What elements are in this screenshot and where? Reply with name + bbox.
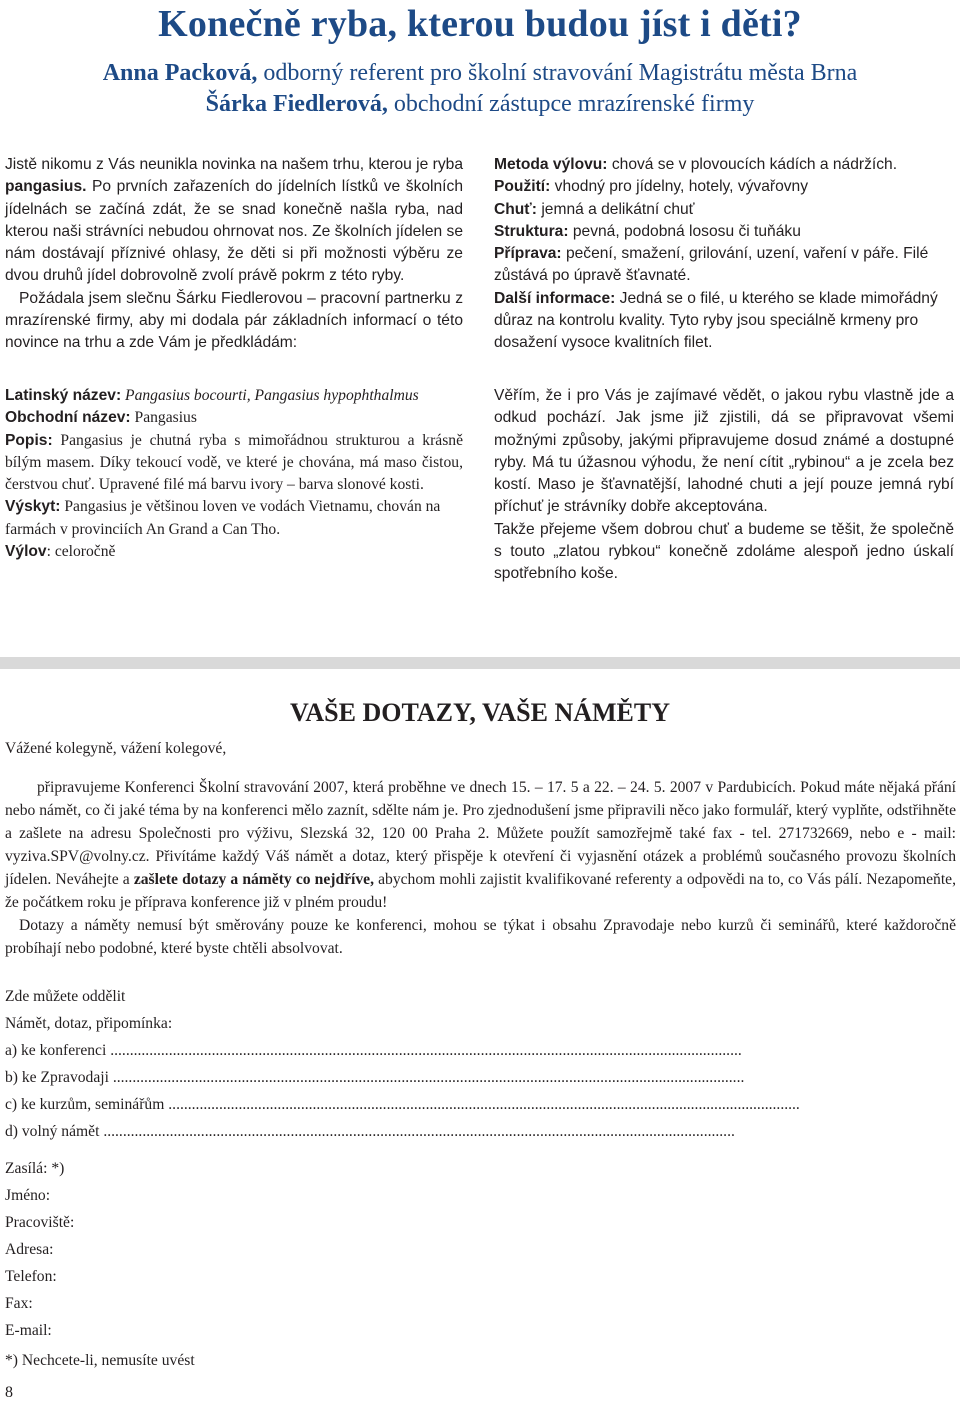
cut-here-label: Zde můžete oddělit (5, 988, 126, 1005)
footnote: *) Nechcete-li, nemusíte uvést (5, 1352, 195, 1369)
field-name[interactable]: Jméno: (5, 1187, 51, 1204)
spec-value: Jedná se o filé, u kterého se klade mimořádný důraz na kontrolu kvality. Tyto ryby jsou speciálně krmeny pro dosažení vysoce kvalitních filet. (494, 289, 938, 352)
spec-label: Struktura: (494, 222, 569, 240)
spec-value: pečení, smažení, grilování, uzení, vaření v páře. Filé zůstává po úpravě šťavnaté. (494, 245, 929, 285)
spec-value: chová se v plovoucích kádích a nádržích. (607, 156, 898, 173)
fact-label: Výlov (5, 543, 47, 561)
form-option-newsletter[interactable] (5, 1069, 949, 1087)
page-number: 8 (5, 1384, 13, 1401)
closing-paragraph-1: Věřím, že i pro Vás je zajímavé vědět, o jakou rybu vlastně jde a odkud pochází. Jak jsme již zjistili, dá se připravovat všemi možnými způsoby, jakými připravujeme dosud známé a dostupné ryby. Má tu úžasnou výhodu, že není cítit „rybinou“ a je zcela bez kostí. Maso je šťavnatější, lahodné chuti a její pouze jemná rybí příchuť je strávníky dobře akceptována. (494, 387, 954, 516)
fact-value: Pangasius je chutná ryba s mimořádnou strukturou a krásně bílým masem. Díky tekoucí vodě, ve které je chována, má maso čistou, čerstvou chuť. Upravené filé má barvu ivory – barva slonové kosti. (5, 431, 463, 494)
option-label: a) ke konferenci (5, 1042, 107, 1059)
spec-label: Další informace: (494, 289, 616, 307)
spec-label: Použití: (494, 178, 551, 196)
salutation: Vážené kolegyně, vážení kolegové, (5, 740, 227, 757)
section-divider (0, 657, 960, 669)
spec-label: Chuť: (494, 200, 537, 218)
author-2-role: obchodní zástupce mrazírenské firmy (387, 91, 755, 117)
spec-item (494, 154, 954, 176)
fact-label: Latinský název: (5, 387, 122, 404)
fact-occurrence (5, 496, 463, 541)
option-label: b) ke Zpravodaji (5, 1069, 109, 1086)
intro-text-a: Jistě nikomu z Vás neunikla novinka na našem trhu, kterou je ryba (5, 156, 463, 173)
intro-text-b: Po prvních zařazeních do jídelních lístků ve školních jídelnách se začíná zdát, že se snad konečně našla ryba, nad kterou naši strávníci nebudou ohrnovat nos. Ze školních jídelen se nám dostávají příznivé ohlasy, že děti si při možnosti výběru ze dvou druhů jídel dobrovolně zvolí právě pokrm z této ryby. (5, 178, 463, 285)
field-workplace[interactable]: Pracoviště: (5, 1214, 75, 1231)
closing-paragraph-2: Takže přejeme všem dobrou chuť a budeme se těšit, že společně s touto „zlatou rybkou“ konečně zdoláme alespoň jedno úskalí spotřebního koše. (494, 520, 954, 583)
section-title: VAŠE DOTAZY, VAŠE NÁMĚTY (289, 698, 670, 727)
questions-text-b: abychom mohli zajistit kvalifikované referenty a odpovědi na to, co Vás pálí. Nezapomeňte, že počátkem roku je příprava konference již v plném proudu! (5, 871, 957, 911)
author-line-1 (0, 60, 960, 87)
spec-item (494, 176, 954, 198)
closing-text (494, 385, 954, 586)
fact-latin-name (5, 385, 463, 407)
fish-specs (494, 154, 954, 355)
intro-text (5, 154, 463, 355)
spec-value: jemná a delikátní chuť (536, 200, 695, 218)
sender-heading: Zasílá: *) (5, 1160, 65, 1177)
field-fax[interactable]: Fax: (5, 1295, 33, 1312)
form-option-free-topic[interactable] (5, 1123, 949, 1141)
form-heading: Námět, dotaz, připomínka: (5, 1015, 173, 1032)
field-email[interactable]: E-mail: (5, 1322, 52, 1339)
fill-in-dots: .................................................................................................................................................................. (110, 1042, 742, 1059)
fact-label: Popis: (5, 431, 53, 449)
fill-in-dots: .................................................................................................................................................................. (103, 1123, 735, 1140)
author-1-role: odborný referent pro školní stravování Magistrátu města Brna (257, 60, 858, 86)
intro-paragraph-2: Požádala jsem slečnu Šárku Fiedlerovou – pracovní partnerku z mrazírenské firmy, aby mi dodala pár základních informací o této novince na trhu a zde Vám je předkládám: (5, 289, 463, 352)
fact-description (5, 430, 463, 497)
fact-value: : celoročně (46, 543, 116, 561)
author-2-name: Šárka Fiedlerová, (205, 91, 388, 117)
spec-item (494, 199, 954, 221)
author-line-2 (0, 91, 960, 118)
questions-emphasis: zašlete dotazy a náměty co nejdříve, (133, 871, 374, 888)
fact-value: Pangasius bocourti, Pangasius hypophthalmus (121, 387, 419, 404)
spec-item (494, 288, 954, 355)
field-address[interactable]: Adresa: (5, 1241, 54, 1258)
form-option-conference[interactable] (5, 1042, 949, 1060)
fact-label: Výskyt: (5, 498, 61, 516)
spec-item (494, 243, 954, 288)
spec-value: pevná, podobná lososu či tuňáku (568, 222, 801, 240)
spec-item (494, 221, 954, 243)
fish-facts (5, 385, 463, 563)
form-option-courses[interactable] (5, 1096, 949, 1114)
spec-label: Příprava: (494, 245, 562, 263)
fact-label: Obchodní název: (5, 409, 131, 427)
intro-paragraph-1 (5, 154, 463, 288)
field-phone[interactable]: Telefon: (5, 1268, 57, 1285)
article-title: Konečně ryba, kterou budou jíst i děti? (158, 3, 802, 45)
fill-in-dots: .................................................................................................................................................................. (168, 1096, 800, 1113)
questions-paragraph-2: Dotazy a náměty nemusí být směrovány pouze ke konferenci, mohou se týkat i obsahu Zpravodaje nebo kurzů či seminářů, které každoročně probíhají nebo podobné, které byste chtěli absolvovat. (5, 917, 956, 957)
fish-name: pangasius. (5, 178, 87, 196)
author-1-name: Anna Packová, (102, 60, 258, 86)
fact-value: Pangasius je většinou loven ve vodách Vietnamu, chován na farmách v provinciích An Grand a Can Tho. (5, 498, 441, 538)
option-label: c) ke kurzům, seminářům (5, 1096, 165, 1113)
option-label: d) volný námět (5, 1123, 100, 1140)
fact-catch (5, 541, 463, 563)
questions-paragraph-1 (5, 776, 956, 914)
spec-label: Metoda výlovu: (494, 156, 608, 173)
fill-in-dots: .................................................................................................................................................................. (112, 1069, 745, 1086)
fact-value: Pangasius (130, 409, 197, 427)
questions-body (5, 776, 956, 960)
spec-value: vhodný pro jídelny, hotely, vývařovny (550, 178, 809, 196)
questions-text-a: připravujeme Konferenci Školní stravování 2007, která proběhne ve dnech 15. – 17. 5 a 22. – 24. 5. 2007 v Pardubicích. Pokud máte nějaká přání nebo námět, co či jaké téma by na konferenci mělo zaznít, sdělte nám je. Pro zjednodušení jsme připravili něco jako formulář, který vyplňte, odstřihněte a zašlete na adresu Společnosti pro výživu, Slezská 32, 120 00 Praha 2. Můžete použít samozřejmě také fax - tel. 271732669, nebo e - mail: vyziva.SPV@volny.cz. Přivítáme každý Váš námět a dotaz, který přispěje k otevření či vyjasnění otázek a problémů současného provozu školních jídelen. Neváhejte a (5, 779, 956, 888)
fact-trade-name (5, 407, 463, 429)
